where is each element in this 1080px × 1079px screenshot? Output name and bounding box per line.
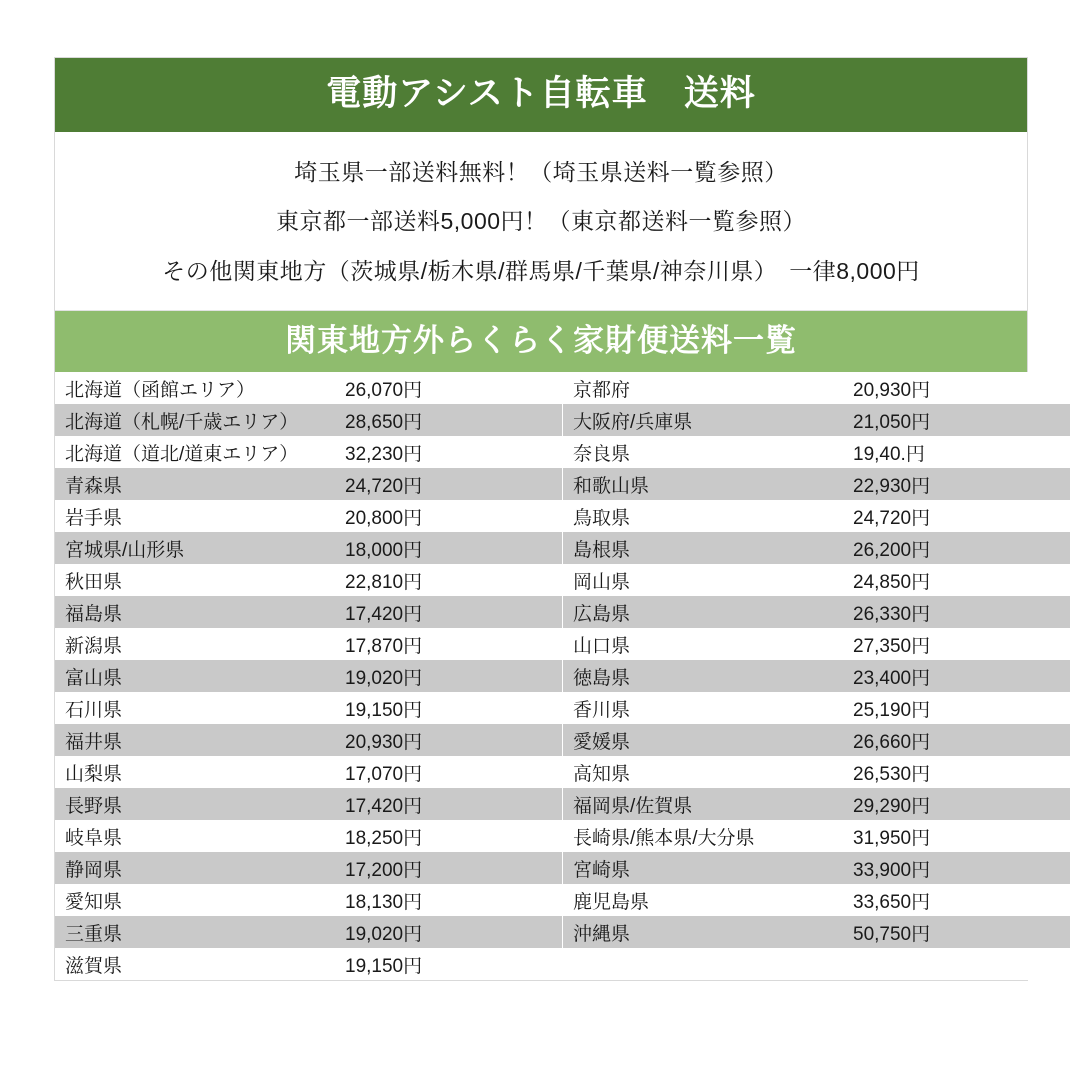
region-fee: 24,720円 [843,500,1070,532]
region-name: 京都府 [563,372,844,404]
note-line: 埼玉県一部送料無料！（埼玉県送料一覧参照） [294,158,788,185]
table-row [55,948,1070,980]
region-fee: 27,350円 [843,628,1070,660]
table-row [55,404,1070,436]
region-name: 岡山県 [563,564,844,596]
region-name: 沖縄県 [563,916,844,948]
region-name: 石川県 [55,692,335,724]
region-fee: 18,000円 [335,532,563,564]
region-name: 鹿児島県 [563,884,844,916]
table-row [55,724,1070,756]
region-fee: 19,150円 [335,692,563,724]
region-fee: 33,650円 [843,884,1070,916]
region-name [563,948,844,980]
region-name: 青森県 [55,468,335,500]
region-name: 愛知県 [55,884,335,916]
region-name: 長野県 [55,788,335,820]
table-row [55,564,1070,596]
region-fee: 24,850円 [843,564,1070,596]
table-row [55,788,1070,820]
region-name: 北海道（札幌/千歳エリア） [55,404,335,436]
notes-section [55,132,1027,312]
page-title: 電動アシスト自転車 送料 [55,58,1027,132]
region-name: 香川県 [563,692,844,724]
table-row [55,596,1070,628]
region-name: 山口県 [563,628,844,660]
region-fee: 17,070円 [335,756,563,788]
region-name: 鳥取県 [563,500,844,532]
region-fee: 22,930円 [843,468,1070,500]
shipping-fee-sheet [54,57,1028,981]
note-line: 東京都一部送料5,000円！（東京都送料一覧参照） [275,208,807,235]
region-fee: 19,020円 [335,660,563,692]
region-name: 静岡県 [55,852,335,884]
region-fee: 28,650円 [335,404,563,436]
region-fee: 23,400円 [843,660,1070,692]
region-name: 福島県 [55,596,335,628]
table-row [55,628,1070,660]
region-fee: 26,070円 [335,372,563,404]
region-name: 長崎県/熊本県/大分県 [563,820,844,852]
shipping-fee-table [55,372,1070,980]
table-row [55,820,1070,852]
region-fee: 19,40.円 [843,436,1070,468]
region-fee: 18,130円 [335,884,563,916]
region-name: 奈良県 [563,436,844,468]
region-fee: 26,330円 [843,596,1070,628]
table-row [55,372,1070,404]
table-row [55,884,1070,916]
table-row [55,852,1070,884]
region-name: 大阪府/兵庫県 [563,404,844,436]
region-name: 愛媛県 [563,724,844,756]
region-fee: 50,750円 [843,916,1070,948]
region-fee: 29,290円 [843,788,1070,820]
region-fee: 20,930円 [335,724,563,756]
region-name: 新潟県 [55,628,335,660]
region-name: 北海道（函館エリア） [55,372,335,404]
region-fee: 17,870円 [335,628,563,660]
region-fee: 24,720円 [335,468,563,500]
region-name: 滋賀県 [55,948,335,980]
region-name: 徳島県 [563,660,844,692]
note-line: その他関東地方（茨城県/栃木県/群馬県/千葉県/神奈川県） 一律8,000円 [162,257,920,284]
table-row [55,500,1070,532]
region-name: 三重県 [55,916,335,948]
region-fee: 17,200円 [335,852,563,884]
table-row [55,692,1070,724]
region-fee: 17,420円 [335,788,563,820]
table-row [55,436,1070,468]
region-name: 広島県 [563,596,844,628]
table-row [55,468,1070,500]
region-name: 福岡県/佐賀県 [563,788,844,820]
region-name: 北海道（道北/道東エリア） [55,436,335,468]
table-row [55,756,1070,788]
region-fee: 26,660円 [843,724,1070,756]
region-name: 高知県 [563,756,844,788]
region-fee: 26,530円 [843,756,1070,788]
region-fee: 33,900円 [843,852,1070,884]
region-name: 岩手県 [55,500,335,532]
region-name: 宮城県/山形県 [55,532,335,564]
region-name: 富山県 [55,660,335,692]
region-fee: 26,200円 [843,532,1070,564]
region-name: 和歌山県 [563,468,844,500]
region-fee: 20,800円 [335,500,563,532]
region-name: 福井県 [55,724,335,756]
region-name: 岐阜県 [55,820,335,852]
region-name: 島根県 [563,532,844,564]
table-row [55,660,1070,692]
region-name: 宮崎県 [563,852,844,884]
region-name: 山梨県 [55,756,335,788]
region-fee: 22,810円 [335,564,563,596]
region-fee: 32,230円 [335,436,563,468]
region-fee: 19,150円 [335,948,563,980]
table-row [55,532,1070,564]
region-fee: 25,190円 [843,692,1070,724]
region-fee: 18,250円 [335,820,563,852]
table-row [55,916,1070,948]
region-fee: 17,420円 [335,596,563,628]
region-fee: 31,950円 [843,820,1070,852]
region-fee: 19,020円 [335,916,563,948]
region-fee [843,948,1070,980]
region-fee: 20,930円 [843,372,1070,404]
region-fee: 21,050円 [843,404,1070,436]
region-name: 秋田県 [55,564,335,596]
section-subtitle: 関東地方外らくらく家財便送料一覧 [55,311,1027,372]
